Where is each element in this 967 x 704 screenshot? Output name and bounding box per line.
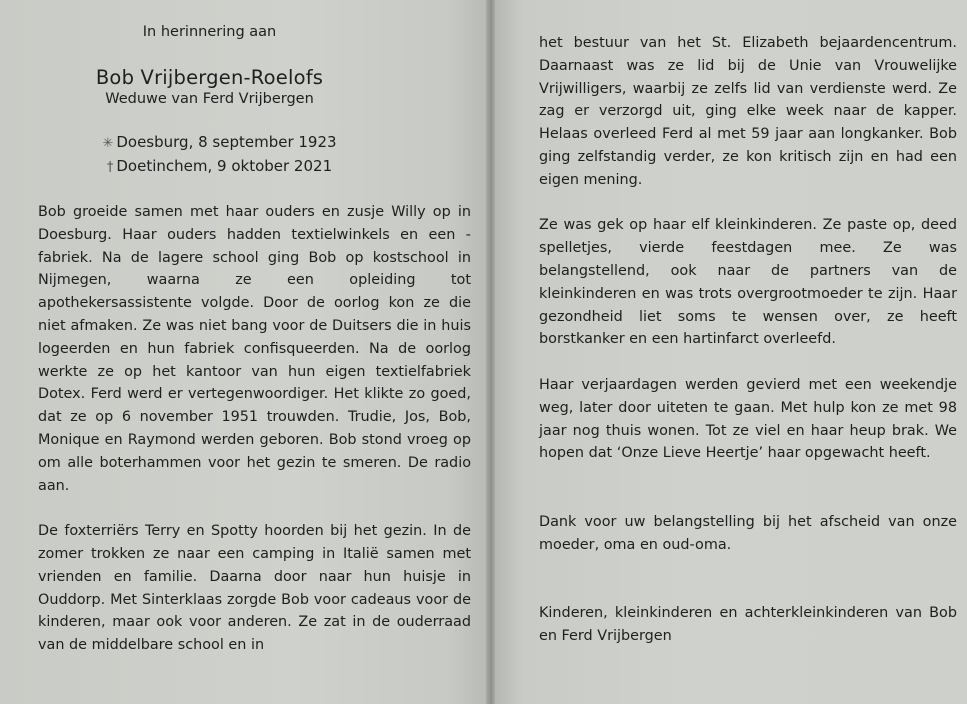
death-line: [58, 155, 381, 179]
widow-subtitle: Weduwe van Ferd Vrijbergen: [105, 91, 314, 107]
life-story-paragraph-1: Bob groeide samen met haar ouders en zusje Willy op in Doesburg. Haar ouders hadden textielwinkels en een -fabriek. Na de lagere school ging Bob op kostschool in Nijmegen, waarna ze een opleiding tot apothekersassistente volgde. Door de oorlog kon ze die niet afmaken. Ze was niet bang voor de Duitsers die in huis logeerden en hun fabriek confisqueerden. Na de oorlog werkte ze op het kantoor van hun eigen textielfabriek Dotex. Ferd werd er vertegenwoordiger. Het klikte zo goed, dat ze op 6 november 1951 trouwden. Trudie, Jos, Bob, Monique en Raymond werden geboren. Bob stond vroeg op om alle boterhammen voor het gezin te smeren. De radio aan.: [38, 204, 471, 494]
life-dates: [38, 131, 381, 179]
paragraph-spacer: [539, 465, 957, 511]
life-story-paragraph-5: Haar verjaardagen werden gevierd met een weekendje weg, later door uiteten te gaan. Met hulp kon ze met 98 jaar nog thuis wonen. Tot ze viel en haar heup brak. We hopen dat ‘Onze Lieve Heertje’ haar opgewacht heeft.: [539, 376, 957, 462]
death-cross-icon: †: [106, 160, 114, 175]
birth-star-icon: ✳: [102, 136, 114, 151]
family-signature: Kinderen, kleinkinderen en achterkleinkinderen van Bob en Ferd Vrijbergen: [539, 604, 957, 644]
death-date: Doetinchem, 9 oktober 2021: [116, 157, 333, 175]
life-story-paragraph-3: het bestuur van het St. Elizabeth bejaardencentrum. Daarnaast was ze lid bij de Unie van Vrouwelijke Vrijwilligers, waarbij ze zelfs lid van verdienste werd. Ze zag er verzorgd uit, ging elke week naar de kapper. Helaas overleed Ferd al met 59 jaar aan longkanker. Bob ging zelfstandig verder, ze kon kritisch zijn en had een eigen mening.: [539, 35, 957, 188]
thank-you-note: Dank voor uw belangstelling bij het afscheid van onze moeder, oma en oud-oma.: [539, 513, 957, 553]
paragraph-spacer: [539, 192, 957, 215]
life-story-paragraph-2: De foxterriërs Terry en Spotty hoorden bij het gezin. In de zomer trokken ze naar een camping in Italië samen met vrienden en familie. Daarna door naar hun huisje in Ouddorp. Met Sinterklaas zorgde Bob voor cadeaus voor de kinderen, maar ook voor anderen. Ze zat in de ouderraad van de middelbare school en in: [38, 523, 471, 654]
birth-date: Doesburg, 8 september 1923: [116, 133, 337, 151]
paragraph-spacer: [38, 497, 471, 520]
life-story-paragraph-4: Ze was gek op haar elf kleinkinderen. Ze paste op, deed spelletjes, vierde feestdagen mee. Ze was belangstellend, ook naar de partners van de kleinkinderen en was trots overgrootmoeder te zijn. Haar gezondheid liet soms te wensen over, ze heeft borstkanker en een hartinfarct overleefd.: [539, 217, 957, 348]
right-page: [495, 0, 967, 704]
intro-text: In herinnering aan: [142, 24, 277, 40]
deceased-name: Bob Vrijbergen-Roelofs: [95, 66, 324, 89]
card-header: [38, 24, 471, 179]
paragraph-spacer: [539, 556, 957, 602]
birth-line: [58, 131, 381, 155]
paragraph-spacer: [539, 351, 957, 374]
